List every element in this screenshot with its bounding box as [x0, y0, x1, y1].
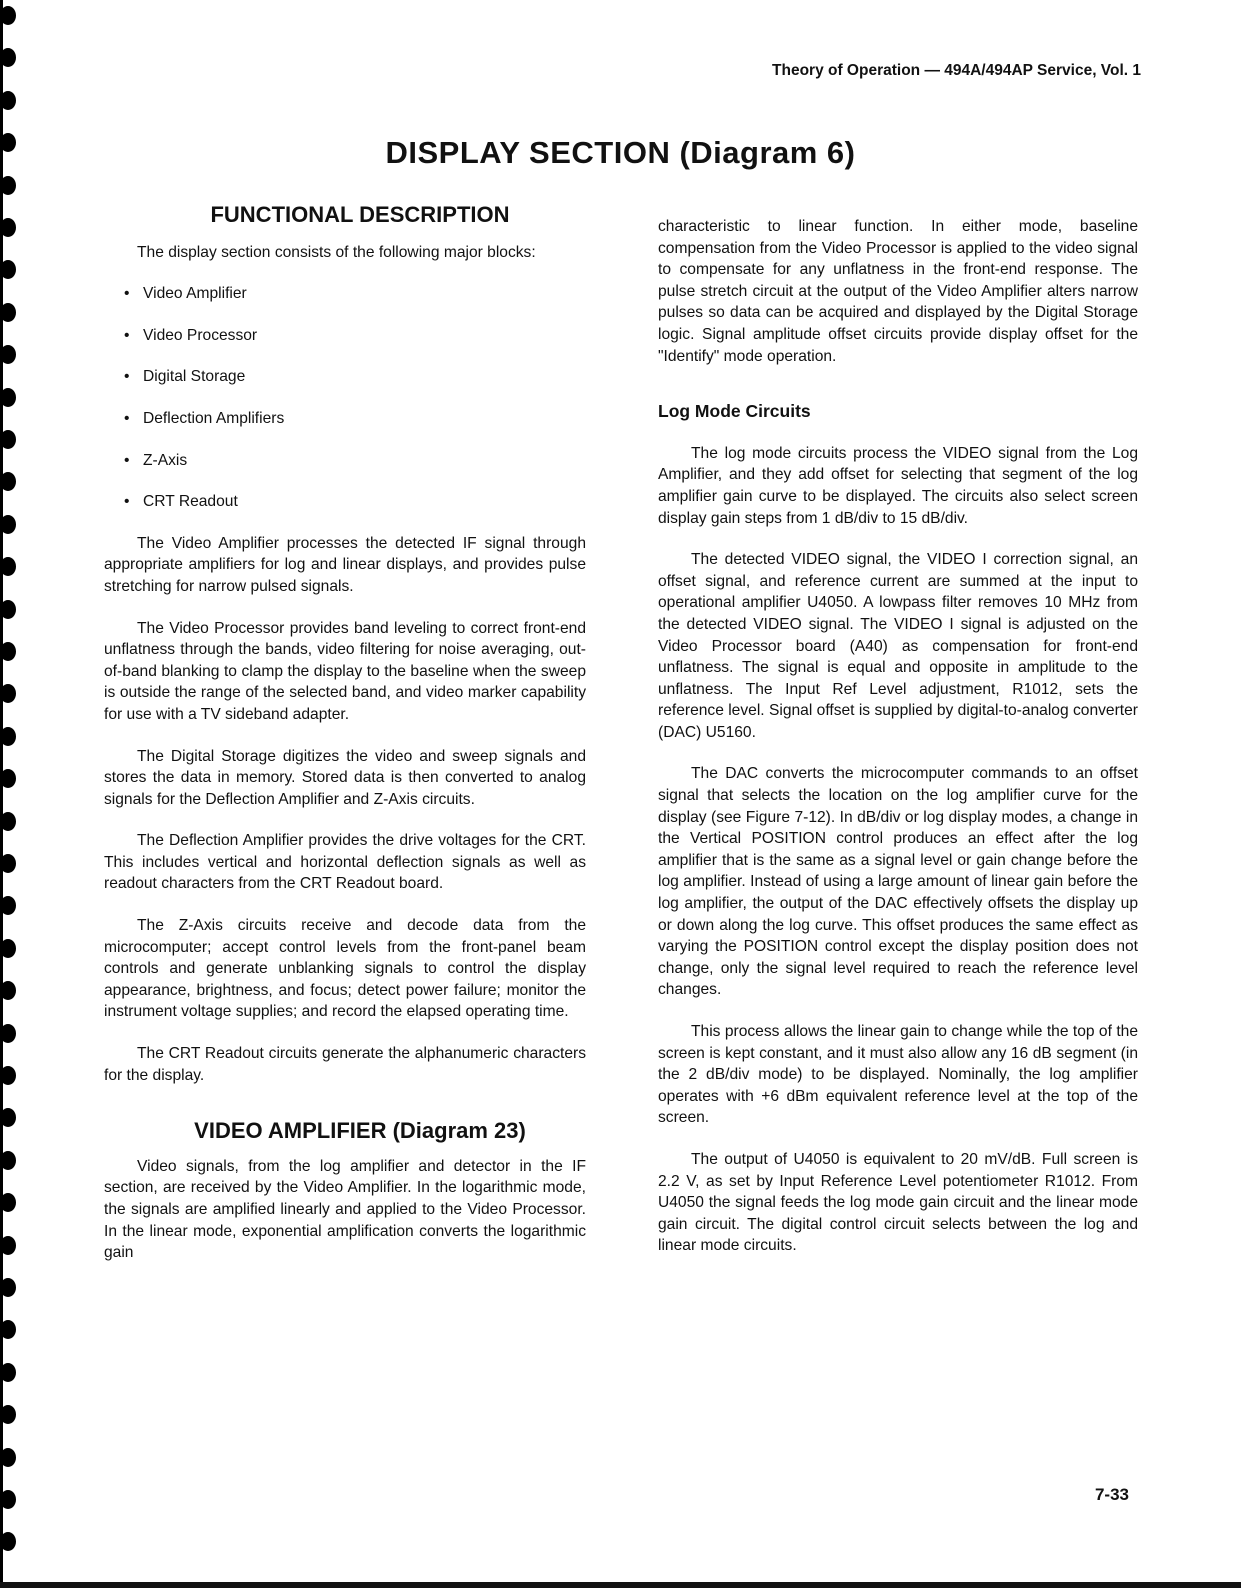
binder-hole-icon: [0, 472, 16, 491]
bullet-icon: •: [124, 409, 130, 427]
binder-hole-icon: [0, 91, 16, 110]
binder-hole-icon: [0, 1193, 16, 1212]
paragraph-crt-readout: The CRT Readout circuits generate the alphanumeric characters for the display.: [104, 1045, 586, 1084]
binder-hole-icon: [0, 1236, 16, 1255]
paragraph-deflection-amplifier: The Deflection Amplifier provides the drive voltages for the CRT. This includes vertical and horizontal deflection signals as well as readout characters from the CRT Readout board.: [104, 832, 586, 893]
page-title: DISPLAY SECTION (Diagram 6): [385, 135, 856, 170]
binder-hole-icon: [0, 1024, 16, 1043]
bottom-rule: [0, 1582, 1241, 1588]
list-item-label: Deflection Amplifiers: [143, 409, 285, 427]
bullet-icon: •: [124, 493, 130, 511]
list-item-label: Video Amplifier: [143, 285, 247, 303]
page-number: 7-33: [1094, 1485, 1129, 1504]
binder-hole-icon: [0, 1108, 16, 1127]
binder-hole-icon: [0, 1448, 16, 1467]
binder-hole-icon: [0, 1532, 16, 1551]
binder-hole-icon: [0, 557, 16, 576]
bullet-icon: •: [124, 285, 130, 303]
bullet-icon: •: [124, 368, 130, 386]
paragraph-video-amplifier: The Video Amplifier processes the detected IF signal through appropriate amplifiers for log and linear displays, and provides pulse stretching for narrow pulsed signals.: [104, 534, 586, 595]
running-header: Theory of Operation — 494A/494AP Service, Vol. 1: [772, 62, 1141, 79]
binder-hole-icon: [0, 642, 16, 661]
binder-holes: [0, 0, 26, 1588]
intro-paragraph: The display section consists of the following major blocks:: [137, 243, 536, 261]
list-item-label: Z-Axis: [143, 451, 188, 469]
list-item: [124, 366, 586, 388]
list-item-label: CRT Readout: [143, 493, 238, 511]
binder-hole-icon: [0, 854, 16, 873]
list-item-label: Digital Storage: [143, 368, 246, 386]
binder-hole-icon: [0, 769, 16, 788]
binder-hole-icon: [0, 1066, 16, 1085]
paragraph-video-signals: Video signals, from the log amplifier and detector in the IF section, are received by the Video Amplifier. In the logarithmic mode, the signals are amplified linearly and applied to the Video Processor. In the linear mode, exponential amplification converts the logarithmic gain: [104, 1157, 586, 1262]
list-item-label: Video Processor: [143, 326, 258, 344]
binder-hole-icon: [0, 388, 16, 407]
binder-hole-icon: [0, 176, 16, 195]
list-item: [124, 491, 586, 513]
binder-hole-icon: [0, 600, 16, 619]
paragraph-video-processor: The Video Processor provides band leveling to correct front-end unflatness through the bands, video filtering for noise averaging, out-of-band blanking to clamp the display to the baseline when the sweep is outside the range of the selected band, and video marker capability for use with a TV sideband adapter.: [104, 619, 586, 723]
section-title-functional-description: FUNCTIONAL DESCRIPTION: [210, 202, 510, 227]
subsection-title-log-mode: Log Mode Circuits: [658, 401, 811, 422]
paragraph-linear-gain: This process allows the linear gain to change while the top of the screen is kept constant, and it must also allow any 16 dB segment (in the 2 dB/div mode) to be displayed. Nominally, the log amplifier operates with +6 dBm equivalent reference level at the top of the screen.: [658, 1023, 1138, 1127]
right-column: [658, 198, 1138, 1277]
block-list: [104, 283, 586, 513]
binder-hole-icon: [0, 1151, 16, 1170]
paragraph-digital-storage: The Digital Storage digitizes the video and sweep signals and stores the data in memory. Stored data is then converted to analog signals for the Deflection Amplifier and Z-Axis circuits.: [104, 747, 586, 808]
paragraph-dac: The DAC converts the microcomputer commands to an offset signal that selects the location on the log amplifier curve for the display (see Figure 7-12). In dB/div or log display modes, a change in the Vertical POSITION control produces an effect after the log amplifier that is the same as a signal level or gain change before the log amplifier. Instead of using a large amount of linear gain before the log amplifier, the output of the DAC effectively offsets the display up or down along the log curve. This offset produces the same effect as varying the POSITION control except the display position does not change, only the signal level required to reach the reference level changes.: [658, 765, 1138, 999]
binder-hole-icon: [0, 896, 16, 915]
binder-hole-icon: [0, 303, 16, 322]
paragraph-detected-video: The detected VIDEO signal, the VIDEO I correction signal, an offset signal, and reference current are summed at the input to operational amplifier U4050. A lowpass filter removes 10 MHz from the detected VIDEO signal. The VIDEO I signal is adjusted on the Video Processor board (A40) as compensation for front-end unflatness. The signal is equal and opposite in amplitude to the unflatness. The Input Ref Level adjustment, R1012, sets the reference level. Signal offset is supplied by digital-to-analog converter (DAC) U5160.: [658, 551, 1138, 741]
section-title-video-amplifier: VIDEO AMPLIFIER (Diagram 23): [194, 1118, 526, 1144]
bullet-icon: •: [124, 451, 130, 469]
binder-hole-icon: [0, 1363, 16, 1382]
binder-hole-icon: [0, 684, 16, 703]
list-item: [124, 325, 586, 347]
binder-hole-icon: [0, 260, 16, 279]
binder-hole-icon: [0, 1278, 16, 1297]
binder-hole-icon: [0, 48, 16, 67]
binder-hole-icon: [0, 430, 16, 449]
binder-hole-icon: [0, 218, 16, 237]
paragraph-z-axis: The Z-Axis circuits receive and decode data from the microcomputer; accept control levels from the front-panel beam controls and generate unblanking signals to control the display appearance, brightness, and focus; detect power failure; monitor the instrument voltage supplies; and record the elapsed operating time.: [104, 917, 586, 1021]
paragraph-u4050-output: The output of U4050 is equivalent to 20 mV/dB. Full screen is 2.2 V, as set by Input Reference Level potentiometer R1012. From U4050 the signal feeds the log mode gain circuit and the linear mode gain circuit. The digital control circuit selects between the log and linear mode circuits.: [658, 1150, 1138, 1255]
binder-hole-icon: [0, 1320, 16, 1339]
binder-hole-icon: [0, 1490, 16, 1509]
list-item: [124, 408, 586, 430]
list-item: [124, 283, 586, 305]
binder-hole-icon: [0, 939, 16, 958]
binder-hole-icon: [0, 515, 16, 534]
bullet-icon: •: [124, 326, 130, 344]
binder-hole-icon: [0, 6, 16, 25]
binder-hole-icon: [0, 981, 16, 1000]
binder-hole-icon: [0, 812, 16, 831]
binder-hole-icon: [0, 727, 16, 746]
left-column: [104, 198, 586, 1284]
binder-hole-icon: [0, 1405, 16, 1424]
paragraph-log-mode: The log mode circuits process the VIDEO signal from the Log Amplifier, and they add offset for selecting that segment of the log amplifier gain curve to be displayed. The circuits also select screen display gain steps from 1 dB/div to 15 dB/div.: [658, 444, 1138, 527]
paragraph-continuation: characteristic to linear function. In either mode, baseline compensation from the Video Processor is applied to the video signal to compensate for any unflatness in the front-end response. The pulse stretch circuit at the output of the Video Amplifier alters narrow pulses so data can be acquired and displayed by the Digital Storage logic. Signal amplitude offset circuits provide display offset for the "Identify" mode operation.: [658, 218, 1138, 365]
list-item: [124, 450, 586, 472]
binder-hole-icon: [0, 345, 16, 364]
